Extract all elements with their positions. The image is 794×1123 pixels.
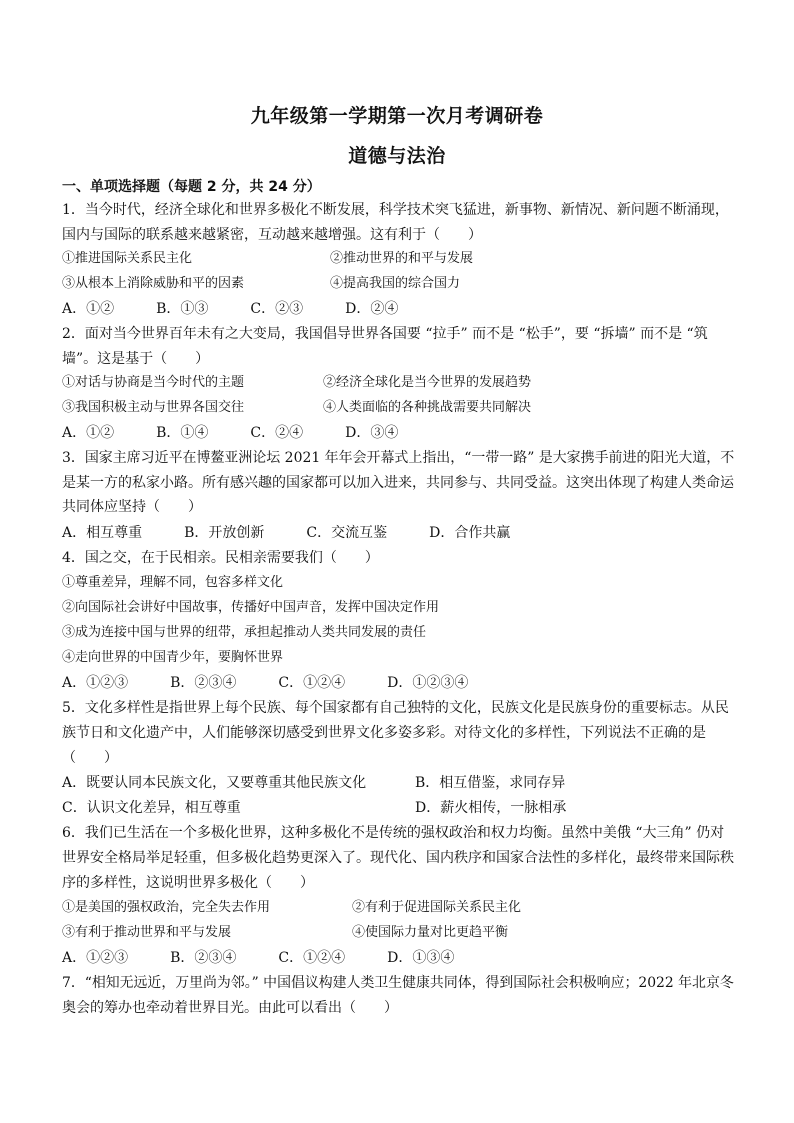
- question-stem-line: 3．国家主席习近平在博鳌亚洲论坛 2021 年年会开幕式上指出，“一带一路” 是大家携手前进的阳光大道，不: [62, 450, 735, 466]
- choice-c: C．认识文化差异，相互尊重: [62, 800, 241, 816]
- statement-3: ③成为连接中国与世界的纽带，承担起推动人类共同发展的责任: [62, 625, 427, 640]
- question-stem-line: 1．当今时代，经济全球化和世界多极化不断发展，科学技术突飞猛进，新事物、新情况、新问题不断涌现，: [62, 202, 729, 218]
- statement-4: ④人类面临的各种挑战需要共同解决: [323, 400, 532, 415]
- statement-2: ②经济全球化是当今世界的发展趋势: [323, 375, 532, 390]
- answer-choices: A．①②③ B．②③④ C．①②④ D．①③④: [62, 950, 455, 966]
- question-stem-line: 6．我们已生活在一个多极化世界，这种多极化不是传统的强权政治和权力均衡。虽然中美俄 “大三角” 仍对: [62, 825, 725, 841]
- statement-3: ③有利于推动世界和平与发展: [62, 925, 232, 940]
- question-stem-line: 奥会的筹办也牵动着世界目光。由此可以看出（ ）: [62, 1000, 398, 1016]
- question-stem-line: 墙”。这是基于（ ）: [62, 351, 210, 367]
- question-stem-line: 国内与国际的联系越来越紧密，互动越来越增强。这有利于（ ）: [62, 227, 482, 243]
- question-stem-line: 序的多样性，这说明世界多极化（ ）: [62, 875, 314, 891]
- question-stem-line: 世界安全格局举足轻重，但多极化趋势更深入了。现代化、国内秩序和国家合法性的多样化，最终带来国际秩: [62, 850, 734, 866]
- question-stem-line: 5．文化多样性是指世界上每个民族、每个国家都有自己独特的文化，民族文化是民族身份的重要标志。从民: [62, 700, 729, 716]
- question-stem-line: 4．国之交，在于民相亲。民相亲需要我们（ ）: [62, 550, 379, 566]
- choice-a: A．既要认同本民族文化，又要尊重其他民族文化: [62, 775, 367, 791]
- statement-4: ④使国际力量对比更趋平衡: [352, 925, 509, 940]
- statement-4: ④提高我国的综合国力: [330, 276, 461, 291]
- answer-choices: A．①② B．①③ C．②③ D．②④: [62, 301, 399, 317]
- question-stem-line: 是某一方的私家小路。所有感兴趣的国家都可以加入进来，共同参与、共同受益。这突出体现了构建人类命运: [62, 475, 734, 491]
- statement-2: ②有利于促进国际关系民主化: [352, 900, 522, 915]
- answer-choices: A．①② B．①④ C．②④ D．③④: [62, 425, 399, 441]
- answer-choices: A．相互尊重 B．开放创新 C．交流互鉴 D．合作共赢: [62, 525, 511, 541]
- statement-1: ①是美国的强权政治，完全失去作用: [62, 900, 271, 915]
- statement-2: ②向国际社会讲好中国故事，传播好中国声音，发挥中国决定作用: [62, 600, 440, 615]
- statement-2: ②推动世界的和平与发展: [330, 251, 474, 266]
- statement-3: ③从根本上消除威胁和平的因素: [62, 276, 245, 291]
- question-stem-line: 共同体应坚持（ ）: [62, 499, 202, 515]
- question-stem-line: 2．面对当今世界百年未有之大变局，我国倡导世界各国要 “拉手” 而不是 “松手”，要 “拆墙” 而不是 “筑: [62, 326, 708, 342]
- statement-3: ③我国积极主动与世界各国交往: [62, 400, 245, 415]
- statement-1: ①尊重差异，理解不同，包容多样文化: [62, 575, 284, 590]
- choice-b: B．相互借鉴，求同存异: [415, 775, 566, 791]
- section-heading: 一、单项选择题（每题 2 分，共 24 分）: [62, 179, 321, 195]
- choice-d: D．薪火相传，一脉相承: [415, 800, 567, 816]
- exam-subject: 道德与法治: [348, 145, 446, 167]
- statement-4: ④走向世界的中国青少年，要胸怀世界: [62, 650, 284, 665]
- statement-1: ①对话与协商是当今时代的主题: [62, 375, 245, 390]
- answer-choices: A．①②③ B．②③④ C．①②④ D．①②③④: [62, 675, 469, 691]
- statement-1: ①推进国际关系民主化: [62, 251, 193, 266]
- question-stem-line: （ ）: [62, 750, 118, 766]
- question-stem-line: 7．“相知无远近，万里尚为邻。” 中国倡议构建人类卫生健康共同体，得到国际社会积极响应；2022 年北京冬: [62, 975, 734, 991]
- exam-title: 九年级第一学期第一次月考调研卷: [250, 105, 544, 127]
- question-stem-line: 族节日和文化遗产中，人们能够深切感受到世界文化多姿多彩。对待文化的多样性，下列说法不正确的是: [62, 725, 706, 741]
